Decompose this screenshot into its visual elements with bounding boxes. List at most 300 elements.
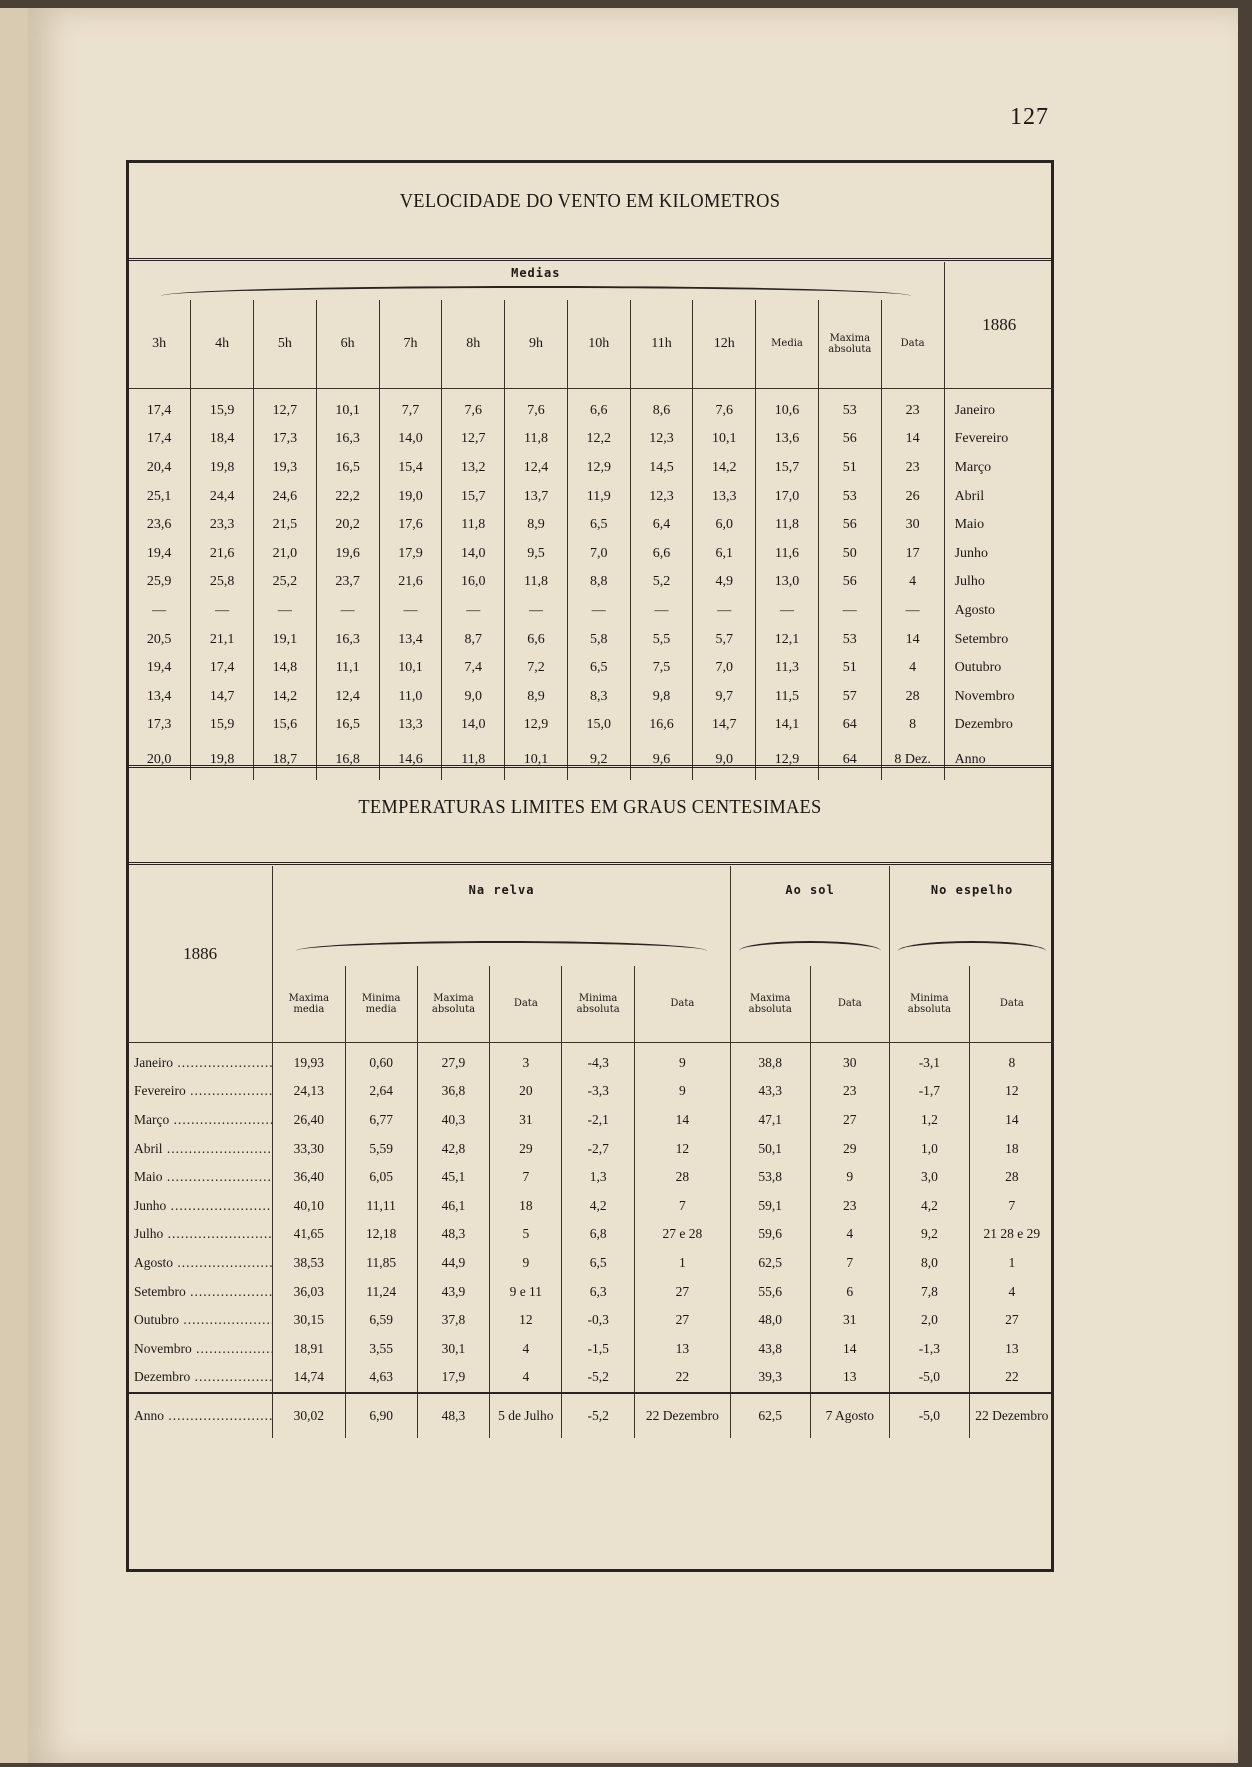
temp-value-cell: 4 (810, 1220, 890, 1249)
temp-value-cell: 24,13 (273, 1077, 345, 1106)
temp-value-cell: 7 (810, 1249, 890, 1278)
month-name: Abril ..... (134, 1141, 273, 1156)
temp-value-cell: -1,5 (562, 1334, 634, 1363)
wind-value-cell: — (567, 597, 630, 626)
wind-value-cell: — (254, 597, 317, 626)
temp-value-cell: 59,1 (730, 1191, 810, 1220)
wind-value-cell: 19,4 (146, 545, 172, 561)
group-brace (898, 941, 1046, 951)
wind-value-cell: 15,9 (191, 711, 254, 740)
month-name: Junho ..... (134, 1198, 273, 1213)
wind-value-cell: 7,6 (442, 397, 505, 426)
wind-value-cell: 12,7 (254, 397, 317, 426)
temp-value-cell: 37,8 (417, 1306, 489, 1335)
wind-value-cell: 18,7 (254, 740, 317, 780)
wind-value-cell: 14,7 (191, 682, 254, 711)
wind-value-cell: 6,5 (567, 511, 630, 540)
temp-value-cell: 1 (634, 1249, 730, 1278)
wind-value-cell: 19,4 (146, 660, 172, 676)
month-label (128, 1277, 273, 1306)
table-row (128, 654, 1054, 683)
temp-value-cell: 45,1 (417, 1163, 489, 1192)
temp-value-cell: -5,2 (562, 1393, 634, 1438)
month-label (128, 1334, 273, 1363)
temp-column-header: Maxima absoluta (417, 966, 489, 1042)
temp-value-cell: 27 (810, 1106, 890, 1135)
temp-value-cell: 14 (634, 1106, 730, 1135)
temp-value-cell: 21 28 e 29 (969, 1220, 1054, 1249)
wind-value-cell: 4,9 (693, 568, 756, 597)
wind-value-cell: 57 (818, 682, 881, 711)
wind-value-cell: 8 (881, 711, 944, 740)
wind-value-cell: 8 Dez. (881, 740, 944, 780)
table-row (128, 1106, 1054, 1135)
month-label: Julho (944, 568, 1054, 597)
wind-value-cell: 17,4 (191, 654, 254, 683)
month-label (128, 1393, 273, 1438)
wind-value-cell: 10,1 (505, 740, 568, 780)
temp-value-cell: 14 (810, 1334, 890, 1363)
temp-column-header: Data (810, 966, 890, 1042)
wind-table-title: VELOCIDADE DO VENTO EM KILOMETROS (399, 190, 781, 212)
divider (128, 862, 1052, 865)
temp-value-cell: -3,1 (890, 1049, 970, 1078)
wind-value-cell: 14,5 (630, 454, 693, 483)
temp-value-cell: 8 (969, 1049, 1054, 1078)
wind-value-cell: 9,6 (630, 740, 693, 780)
temp-value-cell: 41,65 (273, 1220, 345, 1249)
month-name: Setembro ..... (134, 1284, 273, 1299)
wind-value-cell: 14,2 (693, 454, 756, 483)
table-row (128, 625, 1054, 654)
wind-value-cell: 20,0 (146, 751, 172, 767)
wind-value-cell: — (191, 597, 254, 626)
temp-value-cell: 6,59 (345, 1306, 417, 1335)
temp-value-cell: 18 (969, 1134, 1054, 1163)
temp-value-cell: 23 (810, 1191, 890, 1220)
temp-value-cell: 62,5 (730, 1393, 810, 1438)
temp-value-cell: -5,0 (890, 1393, 970, 1438)
wind-value-cell: — (693, 597, 756, 626)
wind-value-cell: 15,9 (191, 397, 254, 426)
wind-value-cell: 8,3 (567, 682, 630, 711)
wind-value-cell: 16,3 (316, 625, 379, 654)
temp-value-cell: 4,2 (890, 1191, 970, 1220)
temp-value-cell: 30 (810, 1049, 890, 1078)
wind-value-cell: 15,0 (567, 711, 630, 740)
media-column-header: Media (756, 300, 819, 388)
temp-value-cell: 22 (969, 1363, 1054, 1393)
table-row (128, 539, 1054, 568)
wind-value-cell: 14,2 (254, 682, 317, 711)
temp-value-cell: 6,77 (345, 1106, 417, 1135)
wind-value-cell: 7,6 (505, 397, 568, 426)
temp-value-cell: 53,8 (730, 1163, 810, 1192)
table-row (128, 740, 1054, 780)
temp-value-cell: 36,8 (417, 1077, 489, 1106)
temp-value-cell: 27 (634, 1277, 730, 1306)
wind-value-cell: — (630, 597, 693, 626)
temp-value-cell: -1,7 (890, 1077, 970, 1106)
table-row (128, 1334, 1054, 1363)
wind-value-cell: 6,1 (693, 539, 756, 568)
wind-value-cell: 16,5 (316, 711, 379, 740)
wind-year-header: 1886 (944, 262, 1054, 388)
temp-value-cell: 1 (969, 1249, 1054, 1278)
wind-value-cell: 11,5 (756, 682, 819, 711)
temp-column-header: Minima absoluta (562, 966, 634, 1042)
month-name: Novembro ..... (134, 1341, 273, 1356)
wind-value-cell: 23,6 (146, 517, 172, 533)
wind-value-cell: 11,8 (505, 425, 568, 454)
month-label: Dezembro (944, 711, 1054, 740)
month-label (128, 1306, 273, 1335)
wind-value-cell: 5,8 (567, 625, 630, 654)
temp-value-cell: 43,8 (730, 1334, 810, 1363)
month-label: Fevereiro (944, 425, 1054, 454)
wind-value-cell: 7,2 (505, 654, 568, 683)
hour-column-header: 3h (152, 335, 167, 351)
wind-value-cell: 23,7 (316, 568, 379, 597)
hour-column-header: 6h (316, 300, 379, 388)
temp-value-cell: 20 (490, 1077, 562, 1106)
wind-value-cell: 20,5 (146, 631, 172, 647)
temp-value-cell: 12,18 (345, 1220, 417, 1249)
table-row (128, 1306, 1054, 1335)
hour-column-header: 9h (505, 300, 568, 388)
table-row (128, 1163, 1054, 1192)
wind-value-cell: 64 (818, 711, 881, 740)
group-label-relva: Na relva (468, 883, 535, 897)
wind-value-cell: 18,4 (191, 425, 254, 454)
month-label (128, 1163, 273, 1192)
wind-value-cell: — (152, 602, 167, 618)
temp-column-header: Data (969, 966, 1054, 1042)
data-column-header: Data (881, 300, 944, 388)
month-label: Março (944, 454, 1054, 483)
wind-value-cell: 17,0 (756, 482, 819, 511)
hour-column-header: 10h (567, 300, 630, 388)
wind-value-cell: 15,7 (442, 482, 505, 511)
wind-value-cell: 7,0 (567, 539, 630, 568)
table-row (128, 1077, 1054, 1106)
wind-value-cell: — (818, 597, 881, 626)
temp-value-cell: 43,3 (730, 1077, 810, 1106)
temp-value-cell: 22 (634, 1363, 730, 1393)
wind-value-cell: 14 (881, 625, 944, 654)
wind-value-cell: 13,6 (756, 425, 819, 454)
temp-value-cell: 9 e 11 (490, 1277, 562, 1306)
wind-value-cell: 12,3 (630, 425, 693, 454)
wind-value-cell: 12,3 (630, 482, 693, 511)
wind-value-cell: 12,1 (756, 625, 819, 654)
table-row (128, 511, 1054, 540)
divider (128, 258, 1052, 261)
temp-value-cell: 6,3 (562, 1277, 634, 1306)
wind-value-cell: 10,1 (379, 654, 442, 683)
wind-value-cell: 8,9 (505, 511, 568, 540)
wind-value-cell: 21,5 (254, 511, 317, 540)
month-label (128, 1134, 273, 1163)
wind-value-cell: — (756, 597, 819, 626)
temp-value-cell: 42,8 (417, 1134, 489, 1163)
wind-value-cell: 11,3 (756, 654, 819, 683)
temp-value-cell: 43,9 (417, 1277, 489, 1306)
temp-value-cell: 7,8 (890, 1277, 970, 1306)
temp-value-cell: 1,2 (890, 1106, 970, 1135)
temp-value-cell: 30,02 (273, 1393, 345, 1438)
wind-value-cell: 11,8 (442, 511, 505, 540)
temp-value-cell: 29 (490, 1134, 562, 1163)
temp-value-cell: 4,2 (562, 1191, 634, 1220)
month-label (128, 1106, 273, 1135)
wind-value-cell: 51 (818, 654, 881, 683)
wind-value-cell: — (881, 597, 944, 626)
temp-value-cell: 28 (634, 1163, 730, 1192)
table-row (128, 425, 1054, 454)
wind-value-cell: 5,2 (630, 568, 693, 597)
temp-value-cell: 38,53 (273, 1249, 345, 1278)
temp-value-cell: 55,6 (730, 1277, 810, 1306)
wind-value-cell: 12,2 (567, 425, 630, 454)
temp-value-cell: 40,3 (417, 1106, 489, 1135)
temp-value-cell: 4 (490, 1334, 562, 1363)
temp-value-cell: 1,3 (562, 1163, 634, 1192)
wind-value-cell: 7,4 (442, 654, 505, 683)
temp-value-cell: 5,59 (345, 1134, 417, 1163)
temp-value-cell: 6,05 (345, 1163, 417, 1192)
table-row (128, 682, 1054, 711)
relva-group-header (273, 866, 731, 966)
month-label (128, 1249, 273, 1278)
temp-year-header: 1886 (183, 943, 218, 963)
temp-value-cell: 5 (490, 1220, 562, 1249)
temperature-limits-table (128, 866, 1054, 1438)
wind-value-cell: 64 (818, 740, 881, 780)
temp-value-cell: 8,0 (890, 1249, 970, 1278)
wind-value-cell: 6,5 (567, 654, 630, 683)
wind-value-cell: 24,4 (191, 482, 254, 511)
temp-value-cell: 2,0 (890, 1306, 970, 1335)
temp-value-cell: 19,93 (273, 1049, 345, 1078)
temp-value-cell: -2,1 (562, 1106, 634, 1135)
wind-value-cell: — (316, 597, 379, 626)
temp-value-cell: 14,74 (273, 1363, 345, 1393)
temp-value-cell: 38,8 (730, 1049, 810, 1078)
page-edge (0, 8, 28, 1763)
month-label (128, 1049, 273, 1078)
wind-value-cell: 12,4 (316, 682, 379, 711)
wind-value-cell: 11,8 (442, 740, 505, 780)
wind-value-cell: 6,6 (630, 539, 693, 568)
wind-value-cell: 56 (818, 568, 881, 597)
wind-value-cell: 17 (881, 539, 944, 568)
table-row (128, 454, 1054, 483)
temp-value-cell: 9 (634, 1077, 730, 1106)
month-label (128, 1191, 273, 1220)
temp-value-cell: 6,8 (562, 1220, 634, 1249)
wind-value-cell: 25,8 (191, 568, 254, 597)
temp-value-cell: 36,03 (273, 1277, 345, 1306)
wind-value-cell: 11,0 (379, 682, 442, 711)
wind-value-cell: 21,1 (191, 625, 254, 654)
wind-value-cell: 14,1 (756, 711, 819, 740)
wind-value-cell: 15,6 (254, 711, 317, 740)
month-label: Anno (944, 740, 1054, 780)
temp-value-cell: 13 (969, 1334, 1054, 1363)
divider (128, 765, 1052, 768)
wind-value-cell: 14,0 (442, 711, 505, 740)
wind-value-cell: 16,5 (316, 454, 379, 483)
wind-value-cell: 13,0 (756, 568, 819, 597)
month-name: Janeiro ..... (134, 1055, 273, 1070)
wind-value-cell: 19,8 (191, 740, 254, 780)
wind-value-cell: 11,6 (756, 539, 819, 568)
wind-value-cell: 53 (818, 625, 881, 654)
temp-value-cell: 29 (810, 1134, 890, 1163)
temp-value-cell: 0,60 (345, 1049, 417, 1078)
wind-value-cell: 13,3 (379, 711, 442, 740)
wind-value-cell: 15,4 (379, 454, 442, 483)
wind-value-cell: 13,2 (442, 454, 505, 483)
wind-value-cell: 5,5 (630, 625, 693, 654)
month-name: Maio ..... (134, 1169, 273, 1184)
temp-value-cell: 13 (634, 1334, 730, 1363)
temp-value-cell: 48,3 (417, 1393, 489, 1438)
temp-value-cell: 9 (634, 1049, 730, 1078)
temp-value-cell: 26,40 (273, 1106, 345, 1135)
wind-value-cell: 14 (881, 425, 944, 454)
table-row (128, 1393, 1054, 1438)
temp-value-cell: 17,9 (417, 1363, 489, 1393)
wind-value-cell: 22,2 (316, 482, 379, 511)
wind-value-cell: 14,0 (442, 539, 505, 568)
month-label: Novembro (944, 682, 1054, 711)
temp-column-header: Minima absoluta (890, 966, 970, 1042)
wind-value-cell: 21,6 (379, 568, 442, 597)
wind-value-cell: 14,0 (379, 425, 442, 454)
wind-value-cell: 20,2 (316, 511, 379, 540)
wind-value-cell: 4 (881, 654, 944, 683)
wind-value-cell: 25,9 (146, 574, 172, 590)
temp-value-cell: 22 Dezembro (634, 1393, 730, 1438)
group-label-sol: Ao sol (785, 883, 835, 897)
temp-value-cell: 59,6 (730, 1220, 810, 1249)
wind-value-cell: 25,2 (254, 568, 317, 597)
month-label: Junho (944, 539, 1054, 568)
month-label (128, 1363, 273, 1393)
temp-value-cell: 27,9 (417, 1049, 489, 1078)
wind-value-cell: 10,6 (756, 397, 819, 426)
spacer-row (128, 388, 1054, 397)
wind-value-cell: 21,0 (254, 539, 317, 568)
wind-value-cell: 17,6 (379, 511, 442, 540)
wind-value-cell: 6,0 (693, 511, 756, 540)
wind-value-cell: 23 (881, 397, 944, 426)
temp-value-cell: 23 (810, 1077, 890, 1106)
temp-column-header: Data (490, 966, 562, 1042)
wind-value-cell: 8,7 (442, 625, 505, 654)
temp-value-cell: 5 de Julho (490, 1393, 562, 1438)
wind-value-cell: 56 (818, 425, 881, 454)
month-label: Setembro (944, 625, 1054, 654)
temp-value-cell: 11,11 (345, 1191, 417, 1220)
temp-value-cell: 31 (490, 1106, 562, 1135)
month-name: Anno ..... (134, 1408, 273, 1423)
wind-group-header (128, 262, 944, 300)
wind-value-cell: 13,3 (693, 482, 756, 511)
temp-value-cell: 31 (810, 1306, 890, 1335)
wind-value-cell: 9,5 (505, 539, 568, 568)
wind-value-cell: 9,8 (630, 682, 693, 711)
wind-value-cell: 56 (818, 511, 881, 540)
wind-value-cell: 19,6 (316, 539, 379, 568)
temp-value-cell: 4,63 (345, 1363, 417, 1393)
sol-group-header (730, 866, 889, 966)
wind-value-cell: 5,7 (693, 625, 756, 654)
wind-value-cell: 14,6 (379, 740, 442, 780)
wind-value-cell: 8,9 (505, 682, 568, 711)
wind-value-cell: 14,7 (693, 711, 756, 740)
wind-value-cell: 7,7 (379, 397, 442, 426)
temp-value-cell: 4 (969, 1277, 1054, 1306)
temp-value-cell: 14 (969, 1106, 1054, 1135)
maxima-column-header: Maxima absoluta (818, 300, 881, 388)
wind-value-cell: 7,5 (630, 654, 693, 683)
temp-value-cell: 40,10 (273, 1191, 345, 1220)
temp-value-cell: 62,5 (730, 1249, 810, 1278)
wind-value-cell: 6,4 (630, 511, 693, 540)
hour-column-header: 4h (191, 300, 254, 388)
wind-value-cell: 6,6 (567, 397, 630, 426)
month-label: Agosto (944, 597, 1054, 626)
wind-value-cell: 23,3 (191, 511, 254, 540)
wind-value-cell: 19,0 (379, 482, 442, 511)
wind-value-cell: 9,0 (693, 740, 756, 780)
temp-value-cell: -0,3 (562, 1306, 634, 1335)
wind-value-cell: 9,7 (693, 682, 756, 711)
temp-value-cell: 3,0 (890, 1163, 970, 1192)
temp-value-cell: 48,0 (730, 1306, 810, 1335)
temp-value-cell: -4,3 (562, 1049, 634, 1078)
table-row (128, 1249, 1054, 1278)
espelho-group-header (890, 866, 1054, 966)
wind-value-cell: 51 (818, 454, 881, 483)
wind-value-cell: 11,9 (567, 482, 630, 511)
wind-speed-table (128, 262, 1054, 780)
temp-value-cell: 4 (490, 1363, 562, 1393)
temp-value-cell: 27 e 28 (634, 1220, 730, 1249)
wind-value-cell: 11,1 (316, 654, 379, 683)
wind-value-cell: 16,3 (316, 425, 379, 454)
hour-column-header: 5h (254, 300, 317, 388)
temp-value-cell: 6 (810, 1277, 890, 1306)
table-row (128, 397, 1054, 426)
month-label (128, 1077, 273, 1106)
wind-value-cell: 12,9 (505, 711, 568, 740)
temp-value-cell: 12 (490, 1306, 562, 1335)
wind-value-cell: 19,1 (254, 625, 317, 654)
wind-value-cell: 50 (818, 539, 881, 568)
wind-value-cell: 12,4 (505, 454, 568, 483)
temp-column-header: Data (634, 966, 730, 1042)
temp-value-cell: -1,3 (890, 1334, 970, 1363)
wind-value-cell: 25,1 (146, 488, 172, 504)
table-row (128, 1363, 1054, 1393)
wind-value-cell: 30 (881, 511, 944, 540)
hour-column-header: 8h (442, 300, 505, 388)
wind-value-cell: 10,1 (316, 397, 379, 426)
